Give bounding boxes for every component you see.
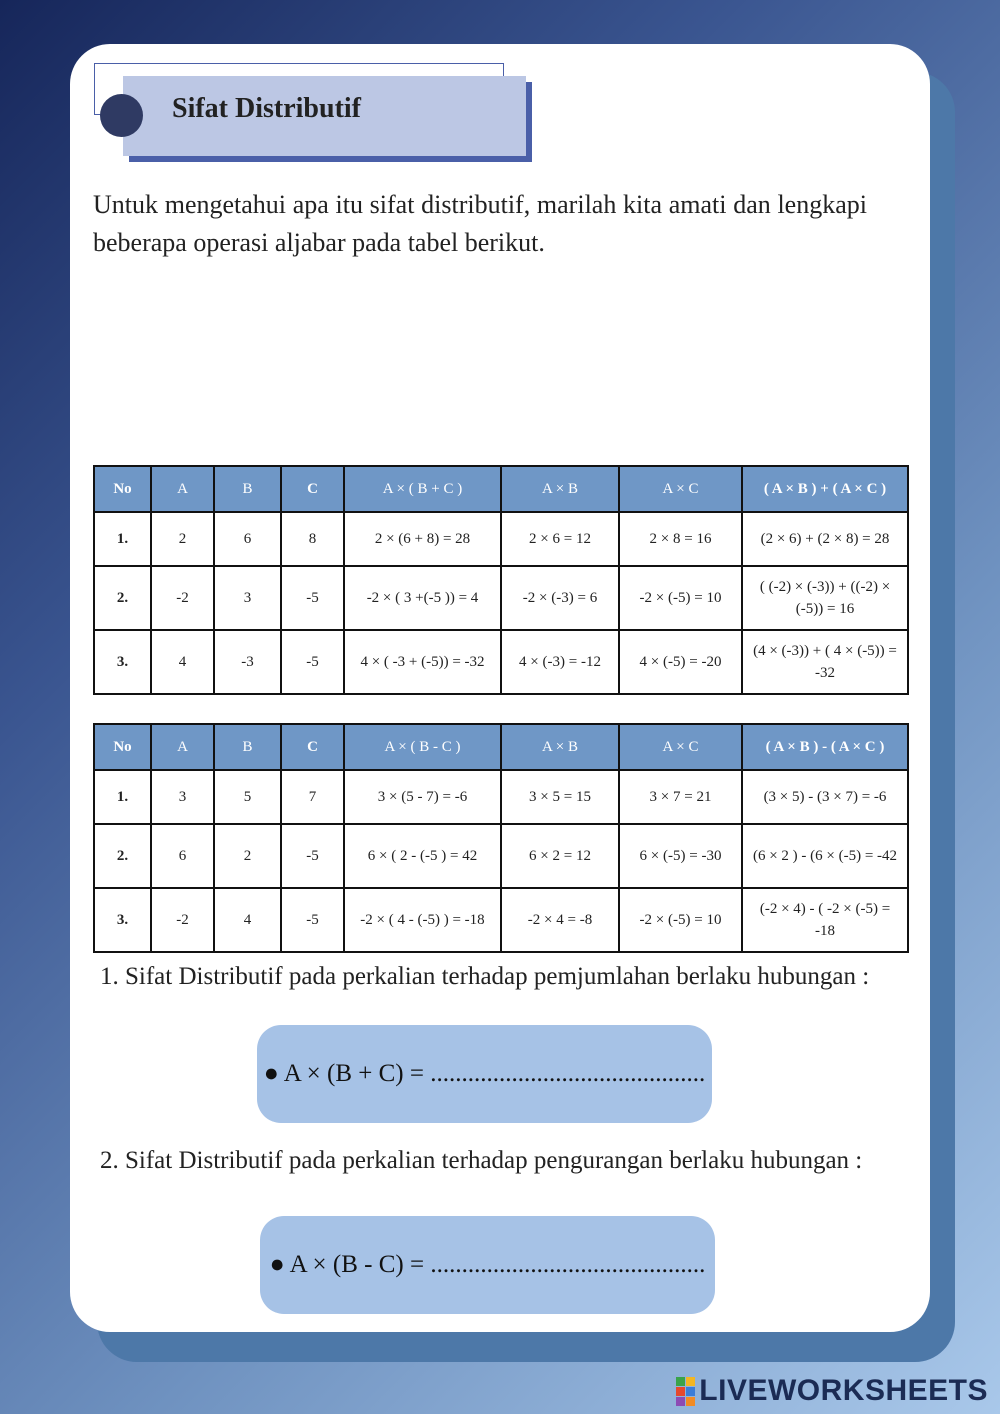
cell-a: 4 <box>151 630 214 694</box>
cell-a-times-b: 4 × (-3) = -12 <box>501 630 619 694</box>
header-a: A <box>151 724 214 770</box>
table-header-row <box>94 724 908 770</box>
cell-b: 5 <box>214 770 281 824</box>
table-distributive-subtraction <box>93 723 909 953</box>
cell-sum-of-products: (4 × (-3)) + ( 4 × (-5)) = -32 <box>742 630 908 694</box>
header-a-times-b-plus-c: A × ( B + C ) <box>344 466 501 512</box>
header-sum-of-products: ( A × B ) + ( A × C ) <box>742 466 908 512</box>
header-a-times-b-minus-c: A × ( B - C ) <box>344 724 501 770</box>
cell-a-times-b: -2 × (-3) = 6 <box>501 566 619 630</box>
header-c: C <box>281 466 344 512</box>
liveworksheets-brand <box>676 1374 988 1408</box>
table-row <box>94 888 908 952</box>
cell-a-times-c: 3 × 7 = 21 <box>619 770 742 824</box>
cell-difference-of-products: (3 × 5) - (3 × 7) = -6 <box>742 770 908 824</box>
cell-no: 3. <box>94 630 151 694</box>
table-row <box>94 566 908 630</box>
header-a: A <box>151 466 214 512</box>
header-a-times-b: A × B <box>501 466 619 512</box>
liveworksheets-wordmark: LIVEWORKSHEETS <box>699 1374 988 1407</box>
title-bullet-icon <box>100 94 143 137</box>
cell-a-times-b-plus-c: -2 × ( 3 +(-5 )) = 4 <box>344 566 501 630</box>
cell-c: -5 <box>281 566 344 630</box>
cell-no: 1. <box>94 770 151 824</box>
cell-a: 6 <box>151 824 214 888</box>
cell-a-times-c: 4 × (-5) = -20 <box>619 630 742 694</box>
cell-c: -5 <box>281 630 344 694</box>
page-title: Sifat Distributif <box>172 93 361 124</box>
cell-sum-of-products: ( (-2) × (-3)) + ((-2) × (-5)) = 16 <box>742 566 908 630</box>
cell-no: 2. <box>94 566 151 630</box>
cell-b: 3 <box>214 566 281 630</box>
cell-a: -2 <box>151 566 214 630</box>
answer-field-addition[interactable]: ● A × (B + C) = ............................................ <box>257 1025 712 1123</box>
cell-a-times-b-minus-c: -2 × ( 4 - (-5) ) = -18 <box>344 888 501 952</box>
cell-c: 8 <box>281 512 344 566</box>
cell-b: 6 <box>214 512 281 566</box>
table-header-row <box>94 466 908 512</box>
cell-b: 4 <box>214 888 281 952</box>
cell-a-times-c: 6 × (-5) = -30 <box>619 824 742 888</box>
cell-a: 3 <box>151 770 214 824</box>
header-c: C <box>281 724 344 770</box>
cell-no: 3. <box>94 888 151 952</box>
cell-b: -3 <box>214 630 281 694</box>
header-a-times-b: A × B <box>501 724 619 770</box>
cell-difference-of-products: (-2 × 4) - ( -2 × (-5) = -18 <box>742 888 908 952</box>
cell-c: -5 <box>281 888 344 952</box>
intro-paragraph: Untuk mengetahui apa itu sifat distributif, marilah kita amati dan lengkapi beberapa operasi aljabar pada tabel berikut. <box>93 190 867 257</box>
cell-a-times-b-minus-c: 3 × (5 - 7) = -6 <box>344 770 501 824</box>
table-row <box>94 512 908 566</box>
header-b: B <box>214 466 281 512</box>
liveworksheets-logo-icon <box>676 1377 695 1406</box>
table-row <box>94 630 908 694</box>
header-a-times-c: A × C <box>619 466 742 512</box>
cell-difference-of-products: (6 × 2 ) - (6 × (-5) = -42 <box>742 824 908 888</box>
answer-field-subtraction[interactable]: ● A × (B - C) = ............................................ <box>260 1216 715 1314</box>
cell-no: 2. <box>94 824 151 888</box>
cell-a: -2 <box>151 888 214 952</box>
cell-a-times-c: 2 × 8 = 16 <box>619 512 742 566</box>
statement-subtraction: 2. Sifat Distributif pada perkalian terhadap pengurangan berlaku hubungan : <box>100 1147 863 1174</box>
cell-c: 7 <box>281 770 344 824</box>
cell-a-times-b: 6 × 2 = 12 <box>501 824 619 888</box>
cell-b: 2 <box>214 824 281 888</box>
cell-a-times-b-plus-c: 2 × (6 + 8) = 28 <box>344 512 501 566</box>
cell-a-times-b: 2 × 6 = 12 <box>501 512 619 566</box>
statement-addition: 1. Sifat Distributif pada perkalian terhadap pemjumlahan berlaku hubungan : <box>100 963 870 990</box>
cell-no: 1. <box>94 512 151 566</box>
header-no: No <box>94 724 151 770</box>
header-b: B <box>214 724 281 770</box>
cell-a: 2 <box>151 512 214 566</box>
cell-a-times-b: 3 × 5 = 15 <box>501 770 619 824</box>
cell-a-times-c: -2 × (-5) = 10 <box>619 888 742 952</box>
table-row <box>94 824 908 888</box>
cell-a-times-b-plus-c: 4 × ( -3 + (-5)) = -32 <box>344 630 501 694</box>
header-no: No <box>94 466 151 512</box>
cell-sum-of-products: (2 × 6) + (2 × 8) = 28 <box>742 512 908 566</box>
cell-a-times-b: -2 × 4 = -8 <box>501 888 619 952</box>
table-distributive-addition <box>93 465 909 695</box>
cell-c: -5 <box>281 824 344 888</box>
cell-a-times-b-minus-c: 6 × ( 2 - (-5 ) = 42 <box>344 824 501 888</box>
cell-a-times-c: -2 × (-5) = 10 <box>619 566 742 630</box>
table-row <box>94 770 908 824</box>
header-difference-of-products: ( A × B ) - ( A × C ) <box>742 724 908 770</box>
header-a-times-c: A × C <box>619 724 742 770</box>
